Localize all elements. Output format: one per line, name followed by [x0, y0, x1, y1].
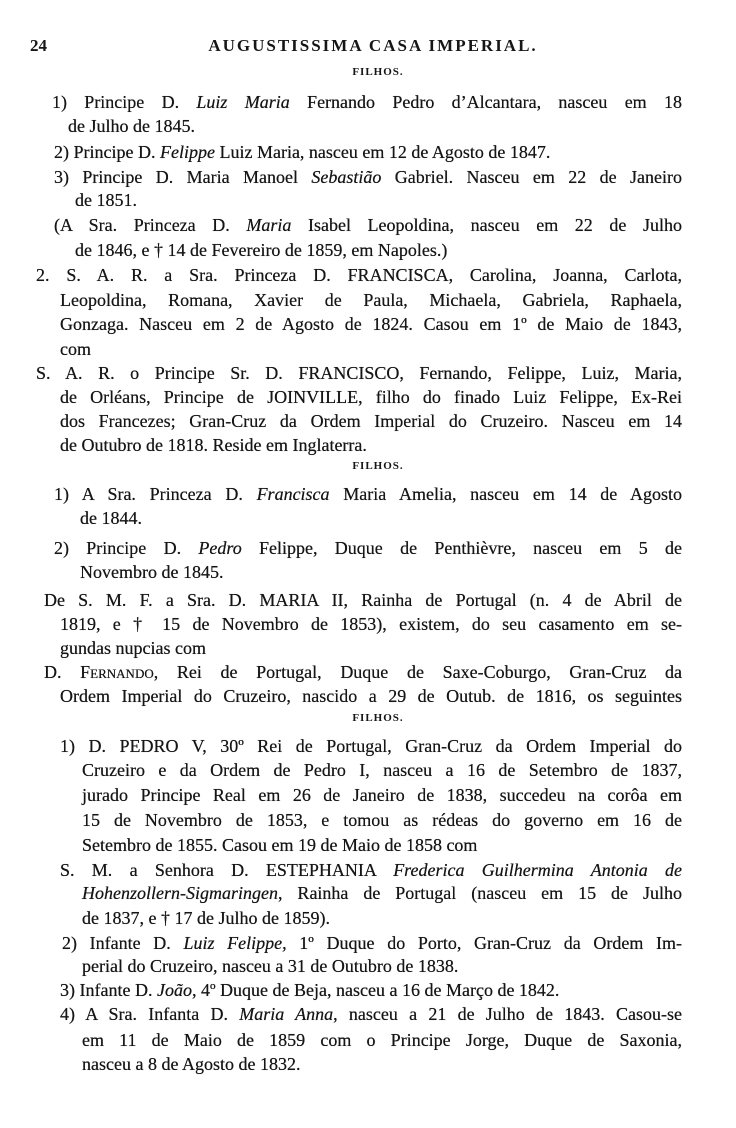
italic-text: João,	[156, 980, 197, 1000]
text-run: Gabriel. Nasceu em 22 de Janeiro	[381, 167, 682, 187]
text-line	[44, 662, 682, 684]
text-run: S. M. a Senhora D. ESTEPHANIA	[60, 860, 394, 880]
text-line	[82, 810, 682, 832]
text-line	[60, 290, 682, 312]
text-run: jurado Principe Real em 26 de Janeiro de 1838, succedeu na corôa em	[82, 785, 682, 805]
italic-text: Frederica Guilhermina Antonia de	[393, 860, 682, 880]
text-run: , Rainha de Portugal (nasceu em 15 de Julho	[277, 883, 682, 903]
text-line	[60, 860, 682, 882]
text-run: Luiz Maria, nasceu em 12 de Agosto de 1847.	[214, 142, 551, 162]
text-line	[60, 686, 682, 708]
text-run: Novembro de 1845.	[80, 562, 224, 582]
text-line	[62, 933, 682, 955]
text-run: de Julho de 1845.	[68, 116, 195, 136]
text-run: Isabel Leopoldina, nasceu em 22 de Julho	[291, 215, 682, 235]
text-line	[60, 1004, 682, 1026]
small-caps-text: Fernando	[80, 662, 154, 682]
italic-text: Luiz Felippe,	[183, 933, 287, 953]
text-run: S. A. R. o Principe Sr. D. FRANCISCO, Fernando, Felippe, Luiz, Maria,	[36, 363, 682, 383]
text-run: Maria Amelia, nasceu em 14 de Agosto	[329, 484, 682, 504]
text-run: 2) Infante D.	[62, 933, 184, 953]
text-run: Gonzaga. Nasceu em 2 de Agosto de 1824. Casou em 1º de Maio de 1843,	[60, 314, 682, 334]
text-run: 3) Infante D.	[60, 980, 157, 1000]
text-line	[82, 785, 682, 807]
text-line	[82, 883, 682, 905]
text-run: 4º Duque de Beja, nasceu a 16 de Março de 1842.	[196, 980, 560, 1000]
italic-text: Luiz Maria	[196, 92, 290, 112]
text-run: D.	[44, 662, 81, 682]
text-line	[82, 956, 458, 976]
italic-text: Felippe	[159, 142, 215, 162]
text-line	[54, 167, 682, 189]
text-line	[54, 484, 682, 506]
text-line	[82, 1030, 682, 1052]
text-run: (A Sra. Princeza D.	[54, 215, 247, 235]
text-run: 1) Principe D.	[52, 92, 197, 112]
text-line	[54, 142, 550, 162]
text-line	[60, 638, 206, 658]
text-run: 1) D. PEDRO V, 30º Rei de Portugal, Gran-Cruz da Ordem Imperial do	[60, 736, 682, 756]
text-run: perial do Cruzeiro, nasceu a 31 de Outubro de 1838.	[82, 956, 459, 976]
text-line	[82, 1054, 300, 1074]
text-run: 2. S. A. R. a Sra. Princeza D. FRANCISCA, Carolina, Joanna, Carlota,	[36, 265, 682, 285]
text-line	[60, 736, 682, 758]
text-line	[60, 435, 367, 455]
text-run: 3) Principe D. Maria Manoel	[54, 167, 312, 187]
text-line	[75, 240, 447, 260]
text-line	[60, 387, 682, 409]
text-line	[60, 339, 91, 359]
text-run: Leopoldina, Romana, Xavier de Paula, Michaela, Gabriela, Raphaela,	[60, 290, 682, 310]
text-run: 2) Principe D.	[54, 142, 160, 162]
text-run: 1º Duque do Porto, Gran-Cruz da Ordem Im-	[286, 933, 682, 953]
text-run: com	[60, 339, 91, 359]
text-line	[82, 760, 682, 782]
text-run: 2) Principe D.	[54, 538, 199, 558]
text-run: nasceu a 8 de Agosto de 1832.	[82, 1054, 301, 1074]
text-run: Felippe, Duque de Penthièvre, nasceu em 5 de	[241, 538, 682, 558]
text-line	[80, 562, 223, 582]
italic-text: Hohenzollern-Sigmaringen	[82, 883, 278, 903]
text-run: dos Francezes; Gran-Cruz da Ordem Imperial do Cruzeiro. Nasceu em 14	[60, 411, 682, 431]
text-line	[82, 835, 477, 855]
page-number: 24	[30, 36, 47, 55]
text-line	[44, 590, 682, 612]
text-run: de Orléans, Principe de JOINVILLE, filho do finado Luiz Felippe, Ex-Rei	[60, 387, 682, 407]
text-run: Fernando Pedro d’Alcantara, nasceu em 18	[289, 92, 682, 112]
text-line	[36, 363, 682, 385]
text-run: de 1844.	[80, 508, 142, 528]
subheading-filhos: FILHOS.	[352, 66, 404, 78]
italic-text: Francisca	[256, 484, 330, 504]
text-line	[36, 265, 682, 287]
running-title: AUGUSTISSIMA CASA IMPERIAL.	[208, 36, 538, 55]
text-line	[54, 538, 682, 560]
italic-text: Maria	[246, 215, 292, 235]
text-run: Setembro de 1855. Casou em 19 de Maio de 1858 com	[82, 835, 478, 855]
text-line	[75, 190, 137, 210]
subheading-filhos: FILHOS.	[352, 460, 404, 472]
text-run: 1819, e † 15 de Novembro de 1853), existem, do seu casamento em se-	[60, 614, 682, 634]
text-line	[60, 980, 559, 1000]
italic-text: Maria Anna	[239, 1004, 334, 1024]
text-run: De S. M. F. a Sra. D. MARIA II, Rainha de Portugal (n. 4 de Abril de	[44, 590, 682, 610]
text-line	[80, 508, 142, 528]
text-line	[54, 215, 682, 237]
text-run: , Rei de Portugal, Duque de Saxe-Coburgo, Gran-Cruz da	[153, 662, 683, 682]
text-run: de 1846, e † 14 de Fevereiro de 1859, em Napoles.)	[75, 240, 448, 260]
italic-text: Sebastião	[311, 167, 382, 187]
text-line	[82, 908, 330, 928]
italic-text: Pedro	[198, 538, 242, 558]
text-run: gundas nupcias com	[60, 638, 206, 658]
text-run: , nasceu a 21 de Julho de 1843. Casou-se	[333, 1004, 683, 1024]
text-run: 1) A Sra. Princeza D.	[54, 484, 257, 504]
text-line	[60, 314, 682, 336]
subheading-filhos: FILHOS.	[352, 712, 404, 724]
text-run: em 11 de Maio de 1859 com o Principe Jorge, Duque de Saxonia,	[82, 1030, 682, 1050]
text-run: Ordem Imperial do Cruzeiro, nascido a 29 de Outub. de 1816, os seguintes	[60, 686, 682, 706]
text-run: 4) A Sra. Infanta D.	[60, 1004, 240, 1024]
text-line	[52, 92, 682, 114]
text-run: de Outubro de 1818. Reside em Inglaterra.	[60, 435, 367, 455]
text-run: de 1837, e † 17 de Julho de 1859).	[82, 908, 330, 928]
text-run: 15 de Novembro de 1853, e tomou as rédeas do governo em 16 de	[82, 810, 682, 830]
text-run: Cruzeiro e da Ordem de Pedro I, nasceu a 16 de Setembro de 1837,	[82, 760, 682, 780]
text-line	[60, 411, 682, 433]
text-line	[68, 116, 195, 136]
text-line	[60, 614, 682, 636]
text-run: de 1851.	[75, 190, 137, 210]
